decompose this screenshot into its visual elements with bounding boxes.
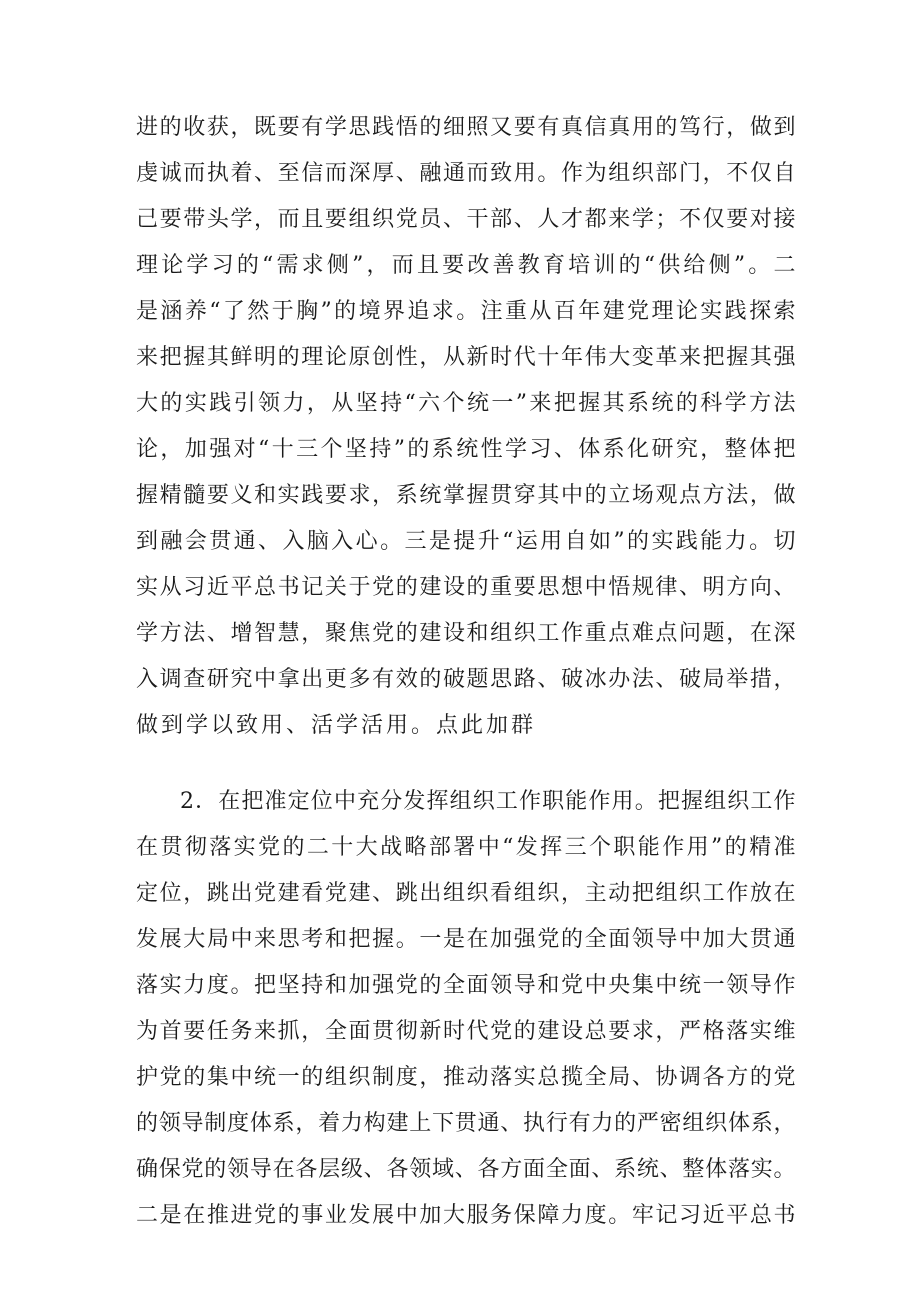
- text-line: 发展大局中来思考和把握。一是在加强党的全面领导中加大贯通: [136, 927, 796, 952]
- text-line: 确保党的领导在各层级、各领域、各方面全面、系统、整体落实。: [136, 1157, 796, 1182]
- text-line: 理论学习的“需求侧”，而且要改善教育培训的“供给侧”。二: [136, 253, 796, 278]
- text-line: 定位，跳出党建看党建、跳出组织看组织，主动把组织工作放在: [136, 881, 796, 906]
- text-line: 的领导制度体系，着力构建上下贯通、执行有力的严密组织体系，: [136, 1111, 796, 1136]
- text-line: 二是在推进党的事业发展中加大服务保障力度。牢记习近平总书: [136, 1203, 796, 1228]
- text-line: 落实力度。把坚持和加强党的全面领导和党中央集中统一领导作: [136, 973, 796, 998]
- text-line: 入调查研究中拿出更多有效的破题思路、破冰办法、破局举措，: [136, 667, 796, 692]
- text-line: 是涵养“了然于胸”的境界追求。注重从百年建党理论实践探索: [136, 299, 796, 324]
- text-line: 大的实践引领力，从坚持“六个统一”来把握其系统的科学方法: [136, 391, 796, 416]
- text-line: 虔诚而执着、至信而深厚、融通而致用。作为组织部门，不仅自: [136, 161, 796, 186]
- text-line: 到融会贯通、入脑入心。三是提升“运用自如”的实践能力。切: [136, 529, 796, 554]
- text-line: 学方法、增智慧，聚焦党的建设和组织工作重点难点问题，在深: [136, 621, 796, 646]
- text-line: 为首要任务来抓，全面贯彻新时代党的建设总要求，严格落实维: [136, 1019, 796, 1044]
- text-line: 进的收获，既要有学思践悟的细照又要有真信真用的笃行，做到: [136, 115, 796, 140]
- text-line: 己要带头学，而且要组织党员、干部、人才都来学；不仅要对接: [136, 207, 796, 232]
- text-line: 在贯彻落实党的二十大战略部署中“发挥三个职能作用”的精准: [136, 835, 796, 860]
- text-line: 做到学以致用、活学活用。点此加群: [136, 713, 537, 738]
- text-line: 2．在把准定位中充分发挥组织工作职能作用。把握组织工作: [180, 789, 796, 814]
- text-line: 实从习近平总书记关于党的建设的重要思想中悟规律、明方向、: [136, 575, 796, 600]
- text-line: 握精髓要义和实践要求，系统掌握贯穿其中的立场观点方法，做: [136, 483, 796, 508]
- text-line: 护党的集中统一的组织制度，推动落实总揽全局、协调各方的党: [136, 1065, 796, 1090]
- text-line: 论，加强对“十三个坚持”的系统性学习、体系化研究，整体把: [136, 437, 796, 462]
- text-line: 来把握其鲜明的理论原创性，从新时代十年伟大变革来把握其强: [136, 345, 796, 370]
